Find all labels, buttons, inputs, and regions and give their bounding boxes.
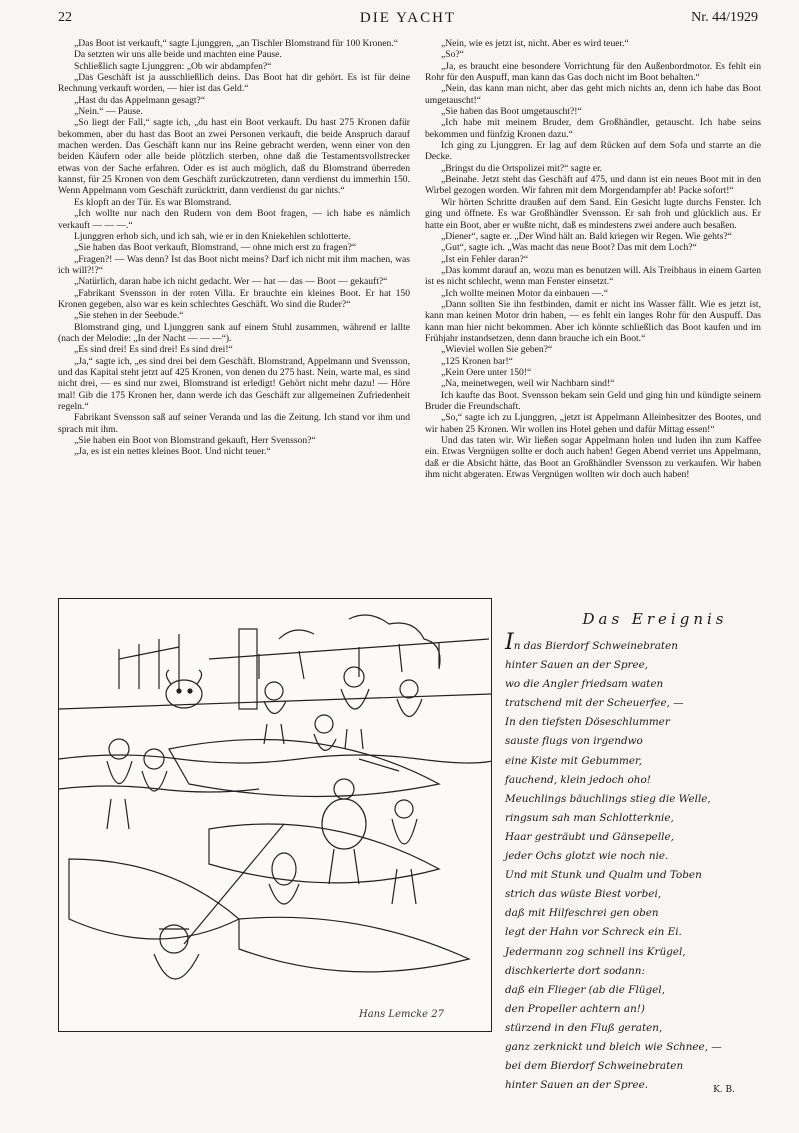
paragraph: „Hast du das Appelmann gesagt?“ <box>74 94 206 106</box>
poem-first-line-text: n das Bierdorf Schweinebraten <box>513 640 678 652</box>
paragraph: „So?“ <box>441 49 464 61</box>
paragraph: „Sie haben ein Boot von Blomstrand gekauft, Herr Svensson?“ <box>74 435 316 447</box>
paragraph: Ljunggren erhob sich, und ich sah, wie er in den Kniekehlen schlotterte. <box>74 230 351 242</box>
paragraph: Fabrikant Svensson saß auf seiner Veranda und las die Zeitung. Ich stand vor ihm und sprach mit ihm. <box>58 412 410 435</box>
poem <box>505 610 775 1095</box>
poem-line: stürzend in den Fluß geraten, <box>505 1021 663 1034</box>
page-number: 22 <box>58 10 72 25</box>
cartoon-drawing <box>59 599 491 1031</box>
paragraph: „Nein.“ — Pause. <box>74 106 143 118</box>
poem-line: daß mit Hilfeschrei gen oben <box>505 907 659 920</box>
poem-line: hinter Sauen an der Spree, <box>505 659 649 672</box>
poem-line: tratschend mit der Scheuerfee, — <box>505 697 684 710</box>
paragraph: „Ich wollte meinen Motor da einbauen —.“ <box>441 287 609 299</box>
poem-title: Das Ereignis <box>582 610 728 628</box>
paragraph: „Fabrikant Svensson in der roten Villa. Er brauchte ein kleines Boot. Er hat 150 Kronen gegeben, also war es kein schlechtes Geschäft. Wo sind die Ruder?“ <box>58 287 410 310</box>
paragraph: Wir hörten Schritte draußen auf dem Sand. Ein Gesicht lugte durchs Fenster. Ich ging und öffnete. Es war Großhändler Svensson. Er sah froh und glücklich aus. Er hatte ein Boot, aber er wußte nicht, daß es mindestens zwei andere auch besaßen. <box>425 196 761 231</box>
poem-line: dischkerierte dort sodann: <box>505 964 645 977</box>
paragraph: „So,“ sagte ich zu Ljunggren, „jetzt ist Appelmann Alleinbesitzer des Bootes, und wir haben 25 Kronen. Wir wollen ins Hotel gehen und dafür Mittag essen!“ <box>425 412 761 435</box>
paragraph: „So liegt der Fall,“ sagte ich, „du hast ein Boot verkauft. Du hast 275 Kronen dafür bekommen, aber du hast das Boot an zwei Personen verkauft, die beide Anspruch darauf machen werden. Das Geschäft kann nur ins Reine gebracht werden, wenn einer von den beiden Käufern oder alle beide plötzlich sterben, ohne daß die Testamentsvollstrecker etwas von der Sache erfahren. Oder es ist auch möglich, daß du Blomstrand überreden kannst, für 25 Kronen von dem Geschäft zurückzutreten, dann verdienst du immerhin 150. Wenn Appelmann vom Geschäft zurücktritt, dann verdienst du gar nichts.“ <box>58 117 410 197</box>
paragraph: Ich ging zu Ljunggren. Er lag auf dem Rücken auf dem Sofa und starrte an die Decke. <box>425 140 761 163</box>
poem-line: fauchend, klein jedoch oho! <box>505 773 651 786</box>
poem-line: eine Kiste mit Gebummer, <box>505 754 643 767</box>
paragraph: „Ja,“ sagte ich, „es sind drei bei dem Geschäft. Blomstrand, Appelmann und Svensson, und das Kapital steht jetzt auf 425 Kronen, von denen du 275 hast. Nein, warte mal, es sind nicht drei, — es sind nur zwei, Blomstrand ist erledigt! Gehört nicht mehr dazu! — Höre mal! Gib die 175 Kronen her, dann werde ich das Geschäft zur allgemeinen Zufriedenheit regeln.“ <box>58 355 410 412</box>
paragraph: „Ja, es braucht eine besondere Vorrichtung für den Außenbordmotor. Es fehlt ein Rohr für den Auspuff, man kann das Gas doch nicht im Boot behalten.“ <box>425 60 761 84</box>
paragraph: Da setzten wir uns alle beide und machten eine Pause. <box>74 49 282 61</box>
paragraph: „Das Geschäft ist ja ausschließlich deins. Das Boot hat dir gehört. Es ist für deine Rechnung verkauft worden, — hier ist das Geld.“ <box>58 72 410 95</box>
paragraph: „Diener“, sagte er. „Der Wind hält an. Bald kriegen wir Regen. Wie gehts?“ <box>441 230 732 242</box>
paragraph: „Dann sollten Sie ihn festbinden, damit er nicht ins Wasser fällt. Wie es jetzt ist, kann man keinen Motor drin haben, — es fehlt ein langes Rohr für den Auspuff. Das kann man hier nicht bekommen. Aber ich könnte schließlich das Boot kaufen und im Frühjahr instandsetzen, denn dann brauche ich ein Boot.“ <box>425 298 761 344</box>
paragraph: „Sie haben das Boot umgetauscht?!“ <box>441 106 582 118</box>
poem-line: Jedermann zog schnell ins Krügel, <box>505 945 686 958</box>
paragraph: „Natürlich, daran habe ich nicht gedacht. Wer — hat — das — Boot — gekauft?“ <box>74 276 388 288</box>
issue-number: Nr. 44/1929 <box>691 10 758 25</box>
paragraph: „Bringst du die Ortspolizei mit?“ sagte er. <box>441 162 603 174</box>
paragraph: „Ja, es ist ein nettes kleines Boot. Und nicht teuer.“ <box>74 446 271 458</box>
paragraph: „Gut“, sagte ich. „Was macht das neue Boot? Das mit dem Loch?“ <box>441 242 697 254</box>
poem-line: bei dem Bierdorf Schweinebraten <box>505 1060 684 1073</box>
paragraph: Blomstrand ging, und Ljunggren sank auf einem Stuhl zusammen, während er lallte (nach der Melodie: „In der Nacht — — —“). <box>58 321 410 344</box>
paragraph: „Es sind drei! Es sind drei! Es sind drei!“ <box>74 344 233 356</box>
paragraph: Schließlich sagte Ljunggren: „Ob wir abdampfen?“ <box>74 60 272 72</box>
artist-signature: Hans Lemcke 27 <box>359 1009 444 1020</box>
paragraph: „Na, meinetwegen, weil wir Nachbarn sind!“ <box>441 378 615 390</box>
paragraph: „Ist ein Fehler daran?“ <box>441 253 529 265</box>
paragraph: „Wieviel wollen Sie geben?“ <box>441 344 553 356</box>
paragraph: „Nein, wie es jetzt ist, nicht. Aber es wird teuer.“ <box>441 38 629 49</box>
poem-first-line <box>505 630 775 656</box>
paragraph: „Fragen?! — Was denn? Ist das Boot nicht meins? Darf ich nicht mit ihm machen, was ich will?!?“ <box>58 253 410 276</box>
poem-line: Haar gesträubt und Gänsepelle, <box>505 830 674 843</box>
paragraph: Ich kaufte das Boot. Svensson bekam sein Geld und ging hin und kündigte seinem Bruder die Freundschaft. <box>425 389 761 412</box>
page-header <box>58 10 758 32</box>
paragraph: „Ich wollte nur nach den Rudern von dem Boot fragen, — ich habe es nämlich verkauft — — —.“ <box>58 208 410 231</box>
left-text-column <box>58 38 410 458</box>
paragraph: „Das kommt darauf an, wozu man es benutzen will. Als Treibhaus in einem Garten ist es nicht schlecht, wenn man Fenster einsetzt.“ <box>425 264 761 288</box>
poem-line: In den tiefsten Döseschlummer <box>505 716 670 729</box>
poem-line: strich das wüste Biest vorbei, <box>505 888 662 901</box>
poem-author: K. B. <box>713 1085 735 1096</box>
paragraph: Und das taten wir. Wir ließen sogar Appelmann holen und luden ihn zum Kaffee ein. Etwas Vergnügen sollte er doch auch haben! Gegen Abend verriet uns Appelmann, daß er die Absicht hätte, das Boot an Großhändler Svensson zu verkaufen. Wir haben ihm nicht abgeraten. Etwas Vergnügen wollten wir doch auch haben! <box>425 435 761 481</box>
paragraph: „Sie stehen in der Seebude.“ <box>74 310 184 322</box>
poem-line: jeder Ochs glotzt wie noch nie. <box>505 850 669 863</box>
paragraph: Es klopft an der Tür. Es war Blomstrand. <box>74 196 232 208</box>
poem-initial: I <box>505 630 514 655</box>
poem-line: legt der Hahn vor Schreck ein Ei. <box>505 926 682 939</box>
paragraph: „Ich habe mit meinem Bruder, dem Großhändler, getauscht. Ich habe seins bekommen und fünfzig Kronen dazu.“ <box>425 117 761 140</box>
right-text-column <box>425 38 761 480</box>
poem-line: Und mit Stunk und Qualm und Toben <box>505 869 702 882</box>
poem-line: wo die Angler friedsam waten <box>505 678 664 691</box>
paragraph: „Das Boot ist verkauft,“ sagte Ljunggren, „an Tischler Blomstrand für 100 Kronen.“ <box>74 38 398 49</box>
journal-title: DIE YACHT <box>359 10 457 26</box>
paragraph: „Nein, das kann man nicht, aber das geht mich nichts an, denn ich habe das Boot umgetauscht!“ <box>425 83 761 106</box>
poem-line: daß ein Flieger (ab die Flügel, <box>505 983 665 996</box>
paragraph: „125 Kronen bar!“ <box>441 355 513 367</box>
poem-line: ganz zerknickt und bleich wie Schnee, — <box>505 1040 722 1053</box>
poem-line: hinter Sauen an der Spree. <box>505 1079 649 1092</box>
paragraph: „Kein Oere unter 150!“ <box>441 366 532 378</box>
cartoon-illustration <box>58 598 492 1032</box>
paragraph: „Sie haben das Boot verkauft, Blomstrand, — ohne mich erst zu fragen?“ <box>74 242 357 254</box>
poem-line: ringsum sah man Schlotterknie, <box>505 811 674 824</box>
poem-line: sauste flugs von irgendwo <box>505 735 643 748</box>
paragraph: „Beinahe. Jetzt steht das Geschäft auf 475, und dann ist ein neues Boot mit in den Wirbel gezogen worden. Wir fahren mit dem Morgendampfer ab! Packe sofort!“ <box>425 174 761 197</box>
poem-line: Meuchlings bäuchlings stieg die Welle, <box>505 792 711 805</box>
poem-line: den Propeller achtern an!) <box>505 1002 645 1015</box>
poem-lines <box>505 630 775 1095</box>
